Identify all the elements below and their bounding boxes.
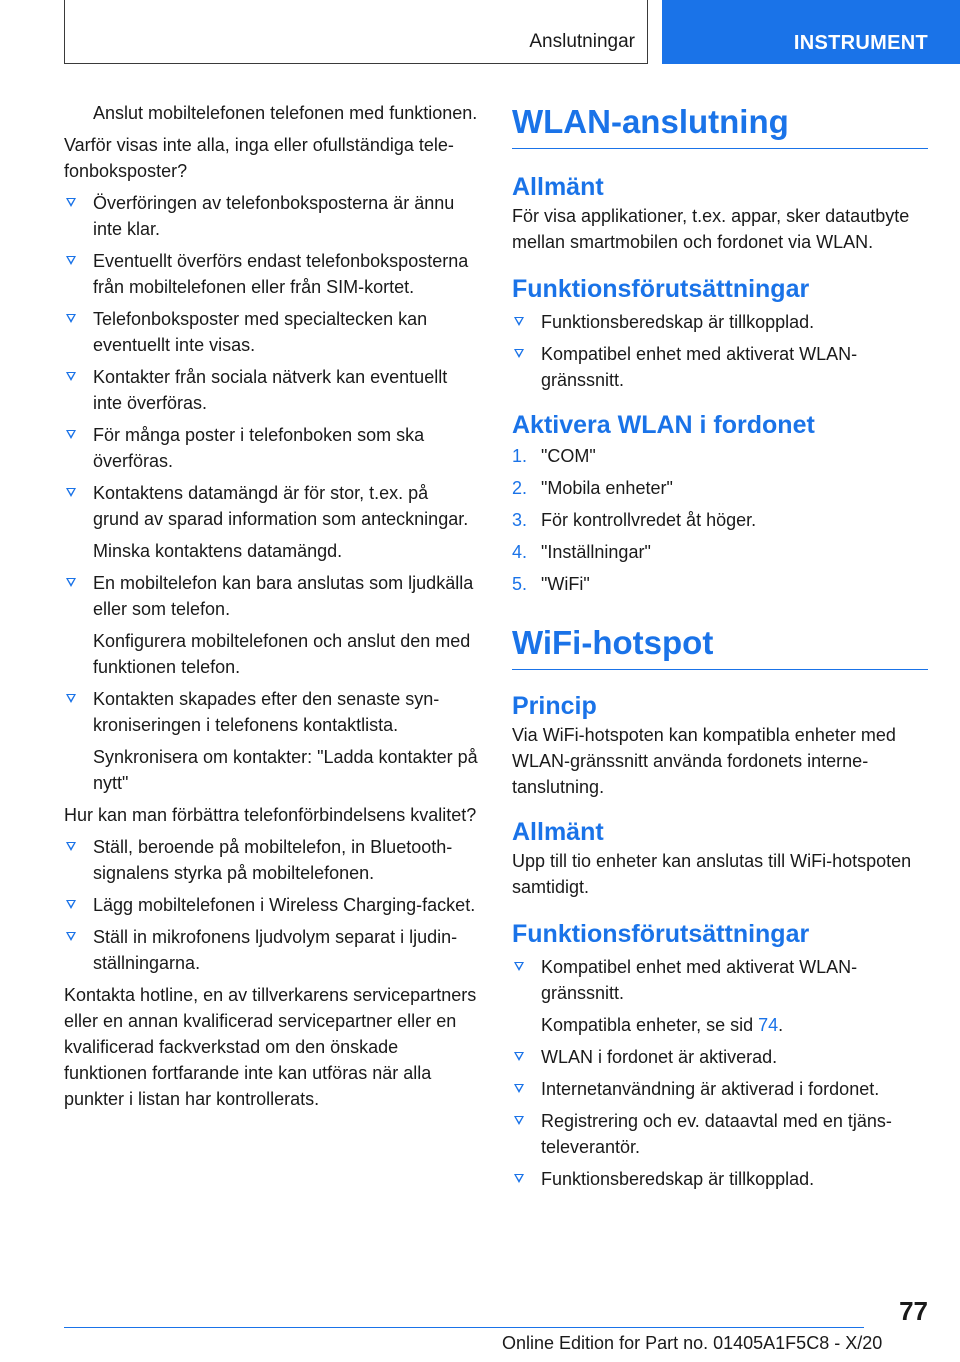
left-column [64,100,478,1118]
list-item-text: Registrering och ev. dataavtal med en tjänsteleverantör. [541,1111,892,1157]
activate-wlan-heading: Aktivera WLAN i fordonet [512,411,815,439]
requirements-heading-1: Funktionsförutsättningar [512,275,810,303]
step-number: 2. [512,478,528,498]
list-item-text: Kontaktens datamängd är för stor, t.ex. på grund av sparad information som anteckningar. [93,483,469,529]
list-item [512,1166,928,1192]
list-item [512,341,928,393]
list-item-text: Ställ in mikrofonens ljudvolym separat i ljudinställningarna. [93,927,458,973]
triangle-bullet-icon [66,198,76,207]
requirements-heading-2: Funktionsförutsättningar [512,920,810,948]
list-item-text: Funktionsberedskap är tillkopplad. [541,1169,815,1189]
triangle-bullet-icon [514,349,524,358]
triangle-bullet-icon [66,488,76,497]
list-item-text: Ställ, beroende på mobiltelefon, in Bluetooth-signalens styrka på mobiltelefonen. [93,837,453,883]
list-item-text: Telefonboksposter med specialtecken kan eventuellt inte visas. [93,309,428,355]
list-item [64,570,478,680]
header-section-box [64,0,648,64]
principle-text: Via WiFi-hotspoten kan kompatibla enheter med WLAN-gränssnitt använda fordonets internetanslutning. [512,725,896,797]
step-text: "Mobila enheter" [541,478,673,498]
list-item [64,364,478,416]
step-text: "COM" [541,446,596,466]
requirements-list-1 [512,309,928,393]
edition-text: Online Edition for Part no. 01405A1F5C8 - X/20 [502,1333,883,1353]
hotspot-heading: WiFi-hotspot [512,621,928,670]
step-number: 3. [512,510,528,530]
step-item [512,475,928,501]
note-prefix: Kompatibla enheter, se sid [541,1015,759,1035]
triangle-bullet-icon [514,1052,524,1061]
step-number: 5. [512,574,528,594]
page-number: 77 [899,1296,928,1326]
step-item [512,443,928,469]
list-item [64,306,478,358]
activate-steps-list [512,443,928,597]
footer-rule [64,1327,864,1328]
list-item [64,480,478,564]
step-text: För kontrollvredet åt höger. [541,510,757,530]
step-item [512,539,928,565]
list-item-text: Lägg mobiltelefonen i Wireless Charging-facket. [93,895,476,915]
triangle-bullet-icon [514,1174,524,1183]
triangle-bullet-icon [66,578,76,587]
step-text: "WiFi" [541,574,590,594]
principle-heading: Princip [512,692,597,720]
list-item-text: WLAN i fordonet är aktiverad. [541,1047,778,1067]
right-column [512,100,928,1198]
step-item [512,571,928,597]
step-number: 1. [512,446,528,466]
list-item [64,248,478,300]
general-text-1: För visa applikationer, t.ex. appar, sker datautbyte mellan smartmobilen och fordonet via WLAN. [512,206,910,252]
general-text-2: Upp till tio enheter kan anslutas till WiFi-hotspoten samtidigt. [512,851,912,897]
triangle-bullet-icon [66,256,76,265]
list-item-text: En mobiltelefon kan bara anslutas som ljudkälla eller som telefon. [93,573,474,619]
list-item [512,1044,928,1070]
triangle-bullet-icon [66,430,76,439]
page-reference-link[interactable]: 74 [758,1015,779,1035]
list-item-note: Minska kontaktens datamängd. [93,541,343,561]
list-item [64,686,478,796]
step-item [512,507,928,533]
contacts-issue-list [64,190,478,796]
triangle-bullet-icon [66,314,76,323]
list-item-text: För många poster i telefonboken som ska överföras. [93,425,425,471]
list-item-text: Kompatibel enhet med aktiverat WLAN-gränssnitt. [541,344,858,390]
list-item [512,1108,928,1160]
step-text: "Inställningar" [541,542,651,562]
intro-text: Anslut mobiltelefonen telefonen med funktionen. [93,103,478,123]
question-call-quality: Hur kan man förbättra telefonförbindelsens kvalitet? [64,805,477,825]
triangle-bullet-icon [66,694,76,703]
list-item-note [541,1012,928,1038]
list-item-text: Eventuellt överförs endast telefonboksposterna från mobiltelefonen eller från SIM-kortet. [93,251,469,297]
list-item-text: Kompatibel enhet med aktiverat WLAN-gränssnitt. [541,957,858,1003]
list-item [512,309,928,335]
section-title: Anslutningar [529,31,635,52]
wlan-heading: WLAN-anslutning [512,100,928,149]
list-item-text: Överföringen av telefonboksposterna är ännu inte klar. [93,193,455,239]
list-item [64,190,478,242]
closing-text: Kontakta hotline, en av tillverkarens servicepartners eller en annan kvalificerad servicepartner eller en kvalificerad fackverkstad om den önskade funktionen fortfarande inte kan utföras när alla punkter i listan har kontrollerats. [64,985,477,1109]
triangle-bullet-icon [514,1116,524,1125]
note-suffix: . [778,1015,784,1035]
list-item [64,924,478,976]
list-item [64,422,478,474]
list-item-text: Kontakten skapades efter den senaste synkroniseringen i telefonens kontaktlista. [93,689,440,735]
chapter-title: INSTRUMENT [793,32,928,54]
question-contacts: Varför visas inte alla, inga eller ofullständiga telefonboksposter? [64,135,454,181]
chapter-tab [662,0,960,64]
general-heading-2: Allmänt [512,818,604,846]
list-item [512,1076,928,1102]
triangle-bullet-icon [66,932,76,941]
list-item-text: Funktionsberedskap är tillkopplad. [541,312,815,332]
triangle-bullet-icon [66,372,76,381]
list-item [512,954,928,1038]
requirements-list-2 [512,954,928,1192]
call-quality-list [64,834,478,976]
list-item-note: Konfigurera mobiltelefonen och anslut den med funktionen telefon. [93,631,471,677]
list-item-text: Internetanvändning är aktiverad i fordonet. [541,1079,880,1099]
step-number: 4. [512,542,528,562]
triangle-bullet-icon [514,1084,524,1093]
list-item [64,892,478,918]
list-item-note: Synkronisera om kontakter: "Ladda kontakter på nytt" [93,747,478,793]
list-item [64,834,478,886]
triangle-bullet-icon [514,317,524,326]
general-heading-1: Allmänt [512,173,604,201]
list-item-text: Kontakter från sociala nätverk kan eventuellt inte överföras. [93,367,448,413]
triangle-bullet-icon [514,962,524,971]
triangle-bullet-icon [66,900,76,909]
triangle-bullet-icon [66,842,76,851]
